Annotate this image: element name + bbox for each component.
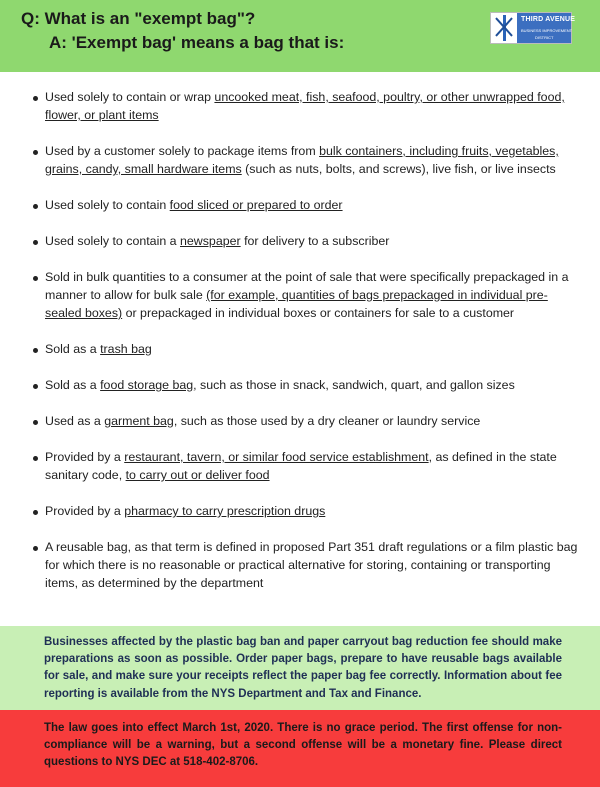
logo-line2: BUSINESS IMPROVEMENT: [521, 28, 573, 33]
underlined-text: uncooked meat, fish, seafood, poultry, or other unwrapped food, flower, or plant items: [45, 90, 565, 122]
list-item: [0, 232, 600, 250]
bullet-icon: [33, 420, 38, 425]
item-text: A reusable bag, as that term is defined in proposed Part 351 draft regulations or a film plastic bag for which there is no reasonable or practical alternative for storing, containing or transporting items, as determined by the department: [45, 540, 578, 590]
answer-heading: A: 'Exempt bag' means a bag that is:: [49, 33, 345, 52]
underlined-text: (for example, quantities of bags prepackaged in individual pre-sealed boxes): [45, 288, 548, 320]
list-item: [0, 538, 600, 592]
list-item: [0, 448, 600, 484]
list-item: [0, 376, 600, 394]
bullet-icon: [33, 510, 38, 515]
list-item: [0, 268, 600, 322]
exempt-bag-list: [0, 88, 600, 610]
law-notice-text: The law goes into effect March 1st, 2020. There is no grace period. The first offense for non-compliance will be a warning, but a second offense will be a monetary fine. Please direct questions to NYS DEC at 518-402-8706.: [44, 722, 562, 769]
logo-line3: DISTRICT: [535, 35, 554, 40]
third-avenue-bid-logo: [490, 12, 576, 44]
item-text: Sold as a: [45, 342, 101, 356]
item-text: Sold in bulk quantities to a consumer at the point of sale that were specifically prepackaged in a manner to allow for bulk sale: [45, 270, 569, 302]
item-text: Used solely to contain a: [45, 234, 180, 248]
underlined-text: newspaper: [180, 234, 241, 248]
question-heading: Q: What is an "exempt bag"?: [21, 9, 256, 28]
item-text: Used as a: [45, 414, 105, 428]
bullet-icon: [33, 204, 38, 209]
bullet-icon: [33, 456, 38, 461]
item-text: Used by a customer solely to package items from: [45, 144, 320, 158]
bullet-icon: [33, 546, 38, 551]
item-text: for delivery to a subscriber: [240, 234, 390, 248]
bullet-icon: [33, 348, 38, 353]
underlined-text: restaurant, tavern, or similar food service establishment: [124, 450, 429, 464]
list-item: [0, 142, 600, 178]
underlined-text: garment bag: [104, 414, 174, 428]
underlined-text: pharmacy to carry prescription drugs: [124, 504, 326, 518]
item-text: Provided by a: [45, 450, 125, 464]
law-notice: [0, 710, 600, 787]
list-item: [0, 88, 600, 124]
item-text: , such as those in snack, sandwich, quart, and gallon sizes: [193, 378, 515, 392]
underlined-text: to carry out or deliver food: [125, 468, 270, 482]
bullet-icon: [33, 240, 38, 245]
list-item: [0, 196, 600, 214]
underlined-text: food sliced or prepared to order: [169, 198, 343, 212]
item-text: , such as those used by a dry cleaner or laundry service: [173, 414, 481, 428]
item-text: Provided by a: [45, 504, 125, 518]
business-notice-text: Businesses affected by the plastic bag ban and paper carryout bag reduction fee should make preparations as soon as possible. Order paper bags, prepare to have reusable bags available for sale, and make sure your receipts reflect the paper bag fee correctly. Information about fee reporting is available from the NYS Department and Tax and Finance.: [44, 636, 562, 700]
business-notice: [0, 626, 600, 710]
bullet-icon: [33, 96, 38, 101]
logo-mark-icon: [491, 13, 517, 43]
list-item: [0, 340, 600, 358]
item-text: or prepackaged in individual boxes or containers for sale to a customer: [122, 306, 515, 320]
underlined-text: trash bag: [100, 342, 152, 356]
item-text: Used solely to contain: [45, 198, 170, 212]
header-banner: [0, 0, 600, 72]
list-item: [0, 502, 600, 520]
bullet-icon: [33, 276, 38, 281]
item-text: (such as nuts, bolts, and screws), live fish, or live insects: [241, 162, 556, 176]
logo-line1: THIRD AVENUE: [521, 16, 576, 23]
bullet-icon: [33, 150, 38, 155]
list-item: [0, 412, 600, 430]
item-text: Used solely to contain or wrap: [45, 90, 215, 104]
item-text: Sold as a: [45, 378, 101, 392]
underlined-text: food storage bag: [100, 378, 194, 392]
bullet-icon: [33, 384, 38, 389]
underlined-text: bulk containers, including fruits, vegetables, grains, candy, small hardware items: [45, 144, 559, 176]
item-text: , as defined in the state sanitary code,: [45, 450, 557, 482]
